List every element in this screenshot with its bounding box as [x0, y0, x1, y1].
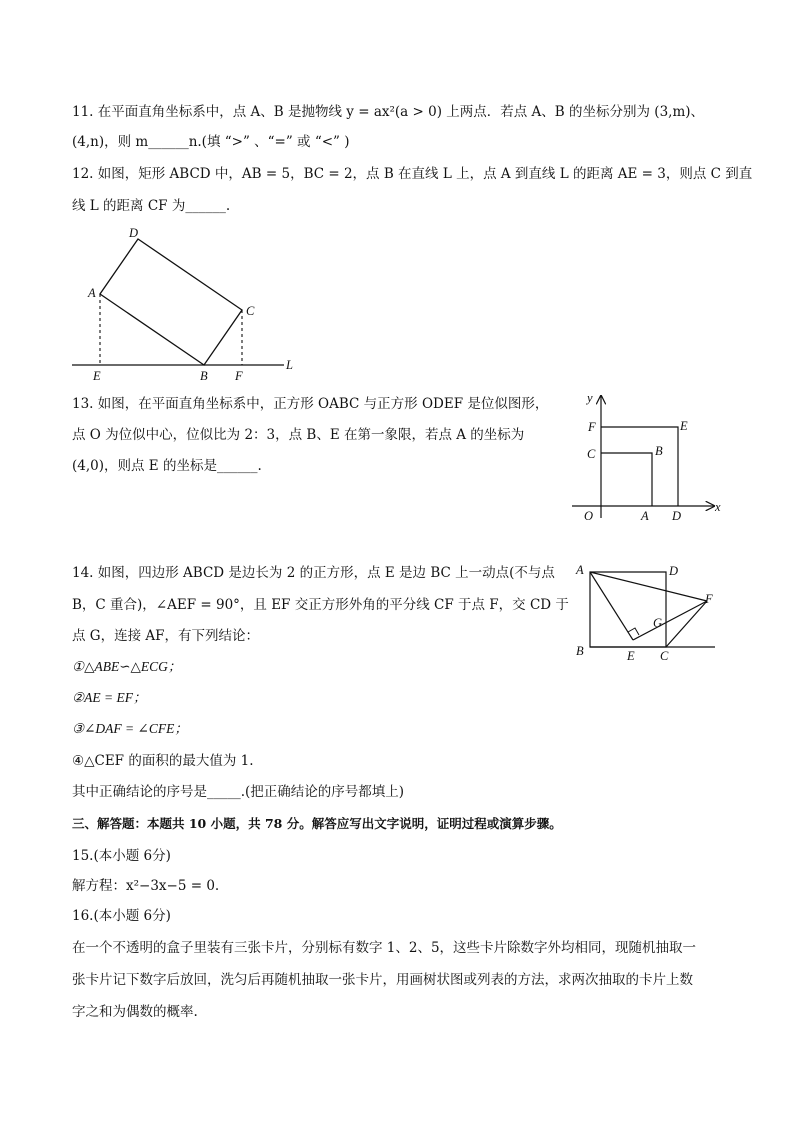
q14-conclusion-1: ①△ABE∽△ECG； — [72, 659, 182, 674]
q14-segment-af — [590, 572, 707, 601]
q13-figure-squares — [566, 390, 736, 530]
q13-label-b: B — [655, 444, 663, 458]
section-3-heading: 三、解答题：本题共 10 小题，共 78 分。解答应写出文字说明，证明过程或演算步骤。 — [72, 816, 562, 831]
q13-label-y: y — [587, 391, 593, 405]
q12-figure-rectangle — [66, 224, 306, 384]
q14-label-g: G — [653, 616, 663, 630]
q14-segment-cf — [666, 601, 707, 647]
q14-answer-line: 其中正确结论的序号是_____.(把正确结论的序号都填上) — [72, 784, 405, 800]
q14-label-b: B — [576, 644, 584, 658]
q15-body: 解方程：x²−3x−5 = 0. — [72, 878, 220, 894]
q12-label-b: B — [200, 369, 208, 383]
q14-label-c: C — [660, 649, 669, 663]
q13-label-c: C — [587, 447, 596, 461]
q13-label-f: F — [588, 420, 596, 434]
q14-conclusion-2: ②AE = EF； — [72, 690, 147, 705]
q14-line-1: 14. 如图，四边形 ABCD 是边长为 2 的正方形，点 E 是边 BC 上一动点(不与点 — [72, 565, 555, 581]
q13-square-odef — [601, 427, 678, 506]
q13-line-3: (4,0)，则点 E 的坐标是______. — [72, 458, 262, 474]
q16-line-3: 字之和为偶数的概率. — [72, 1004, 198, 1020]
q12-label-e: E — [93, 369, 101, 383]
q14-label-f: F — [705, 592, 713, 606]
q15-title: 15.(本小题 6分) — [72, 848, 171, 864]
q12-label-c: C — [246, 304, 255, 318]
q12-line-2: 线 L 的距离 CF 为______. — [72, 198, 231, 214]
q14-segment-ae — [590, 572, 633, 640]
q11-line-1: 11. 在平面直角坐标系中，点 A、B 是抛物线 y = ax²(a > 0) 上两点．若点 A、B 的坐标分别为 (3,m)、 — [72, 104, 705, 120]
q14-figure-square — [572, 558, 722, 668]
q13-square-oabc — [601, 453, 652, 506]
q14-label-a: A — [576, 563, 584, 577]
q14-square-abcd — [590, 572, 666, 647]
q13-label-a: A — [641, 509, 649, 523]
q16-line-2: 张卡片记下数字后放回，洗匀后再随机抽取一张卡片，用画树状图或列表的方法，求两次抽取的卡片上数 — [72, 972, 693, 988]
q12-label-d: D — [129, 226, 139, 240]
q12-label-a: A — [88, 286, 96, 300]
q13-label-e: E — [680, 419, 688, 433]
q13-line-2: 点 O 为位似中心，位似比为 2：3，点 B、E 在第一象限，若点 A 的坐标为 — [72, 427, 525, 443]
q14-conclusion-4: ④△CEF 的面积的最大值为 1. — [72, 753, 254, 769]
q14-conclusion-3: ③∠DAF = ∠CFE； — [72, 721, 188, 736]
q14-line-3: 点 G，连接 AF，有下列结论： — [72, 628, 259, 644]
q14-label-d: D — [669, 564, 679, 578]
q13-label-d: D — [672, 509, 682, 523]
q13-label-o: O — [584, 509, 594, 523]
q14-line-2: B，C 重合)，∠AEF = 90°，且 EF 交正方形外角的平分线 CF 于点 F，交 CD 于 — [72, 597, 569, 613]
q12-label-f: F — [235, 369, 243, 383]
q11-line-2: (4,n)，则 m______n.(填 “>” 、“=” 或 “<” ) — [72, 134, 350, 150]
q12-label-l: L — [286, 358, 293, 372]
q12-line-1: 12. 如图，矩形 ABCD 中，AB = 5，BC = 2，点 B 在直线 L 上，点 A 到直线 L 的距离 AE = 3，则点 C 到直 — [72, 166, 753, 182]
q12-rectangle-abcd — [100, 239, 242, 365]
q16-line-1: 在一个不透明的盒子里装有三张卡片，分别标有数字 1、2、5，这些卡片除数字外均相同，现随机抽取一 — [72, 940, 697, 956]
q14-segment-ef — [633, 601, 707, 640]
q13-line-1: 13. 如图，在平面直角坐标系中，正方形 OABC 与正方形 ODEF 是位似图形， — [72, 396, 549, 412]
q14-label-e: E — [627, 649, 635, 663]
q16-title: 16.(本小题 6分) — [72, 908, 171, 924]
q13-label-x: x — [715, 500, 721, 514]
